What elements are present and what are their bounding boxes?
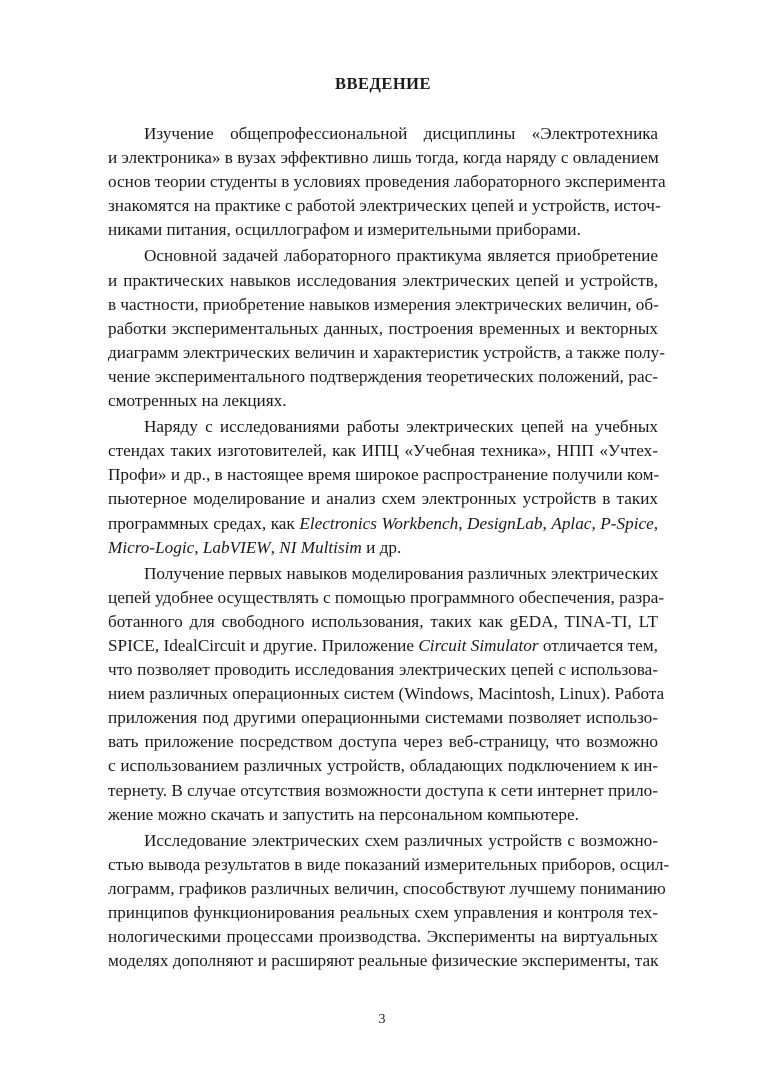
text-line: жение можно скачать и запустить на персональном компьютере. [108,804,579,824]
text-line: основ теории студенты в условиях проведения лабораторного эксперимента [108,172,666,192]
text-line: стью вывода результатов в виде показаний измерительных приборов, осцил- [108,854,670,874]
text-run: и др. [361,537,402,557]
text-line-emphasis [108,634,658,658]
text-run: отличается тем, [538,635,658,655]
text-run: программных средах, как [108,513,300,533]
paragraph-3 [108,415,658,560]
page-title: ВВЕДЕНИЕ [334,74,432,93]
text-line: и электроника» в вузах эффективно лишь тогда, когда наряду с овладением [108,148,659,168]
text-line: что позволяет проводить исследования электрических цепей с использова- [108,660,658,680]
text-line: знакомятся на практике с работой электрических цепей и устройств, источ- [108,196,661,216]
text-run: , [653,513,659,533]
text-line: смотренных на лекциях. [108,391,287,411]
text-line: и практических навыков исследования электрических цепей и устройств, [108,270,658,290]
page-number: 3 [378,1012,386,1027]
text-line: Профи» и др., в настоящее время широкое распространение получили ком- [108,465,660,485]
text-line: пьютерное моделирование и анализ схем электронных устройств в таких [108,489,658,509]
text-run: , [458,513,468,533]
text-line-software-list [108,512,658,536]
text-line: никами питания, осциллографом и измерительными приборами. [108,220,581,240]
software-name: Electronics Workbench [299,513,459,533]
text-line: тернету. В случае отсутствия возможности доступа к сети интернет прило- [108,780,658,800]
text-line: чение экспериментального подтверждения теоретических положений, рас- [108,366,658,386]
text-line: в частности, приобретение навыков измерения электрических величин, об- [108,294,659,314]
text-line: приложения под другими операционными системами позволяет использо- [108,708,658,728]
text-line: диаграмм электрических величин и характеристик устройств, а также полу- [108,342,665,362]
text-line: стендах таких изготовителей, как ИПЦ «Учебная техника», НПП «Учтех- [108,441,658,461]
text-run: , [194,537,203,557]
text-line: Изучение общепрофессиональной дисциплины «Электротехника [144,124,658,143]
text-line: вать приложение посредством доступа через веб-страницу, что возможно [108,732,658,752]
text-run: , [270,537,280,557]
text-line: моделях дополняют и расширяют реальные физические эксперименты, так [108,951,659,971]
text-line: нологическими процессами производства. Эксперименты на виртуальных [108,927,658,947]
text-run: , [542,513,552,533]
text-line: Основной задачей лабораторного практикума является приобретение [144,246,658,266]
text-line: нием различных операционных систем (Windows, Macintosh, Linux). Работа [108,684,665,704]
text-line: цепей удобнее осуществлять с помощью программного обеспечения, разра- [108,587,665,607]
body-text [108,122,670,973]
text-line: Получение первых навыков моделирования различных электрических [144,563,659,583]
text-line-software-list [108,536,658,560]
software-name: Circuit Simulator [418,635,539,655]
text-line: принципов функционирования реальных схем управления и контроля тех- [108,903,658,922]
text-line: Исследование электрических схем различных устройств с возможно- [144,830,658,850]
paragraph-5 [108,829,670,974]
software-name: NI Multisim [279,537,362,557]
text-line: лограмм, графиков различных величин, способствуют лучшему пониманию [108,878,666,898]
paragraph-4 [108,562,665,827]
text-run: SPICE, IdealCircuit и другие. Приложение [108,635,419,655]
text-line: ботанного для свободного использования, таких как gEDA, TINA-TI, LT [108,611,658,631]
text-run: , [591,513,601,533]
text-line: с использованием различных устройств, обладающих подключением к ин- [108,756,658,776]
software-name: P-Spice [600,513,654,533]
software-name: Micro-Logic [108,537,195,557]
paragraph-1 [108,122,666,242]
paragraph-2 [108,244,665,413]
software-name: DesignLab [467,513,543,533]
text-line: Наряду с исследованиями работы электрических цепей на учебных [144,417,658,437]
software-name: Aplac [551,513,592,533]
software-name: LabVIEW [202,537,271,557]
text-line: работки экспериментальных данных, построения временных и векторных [108,318,658,338]
